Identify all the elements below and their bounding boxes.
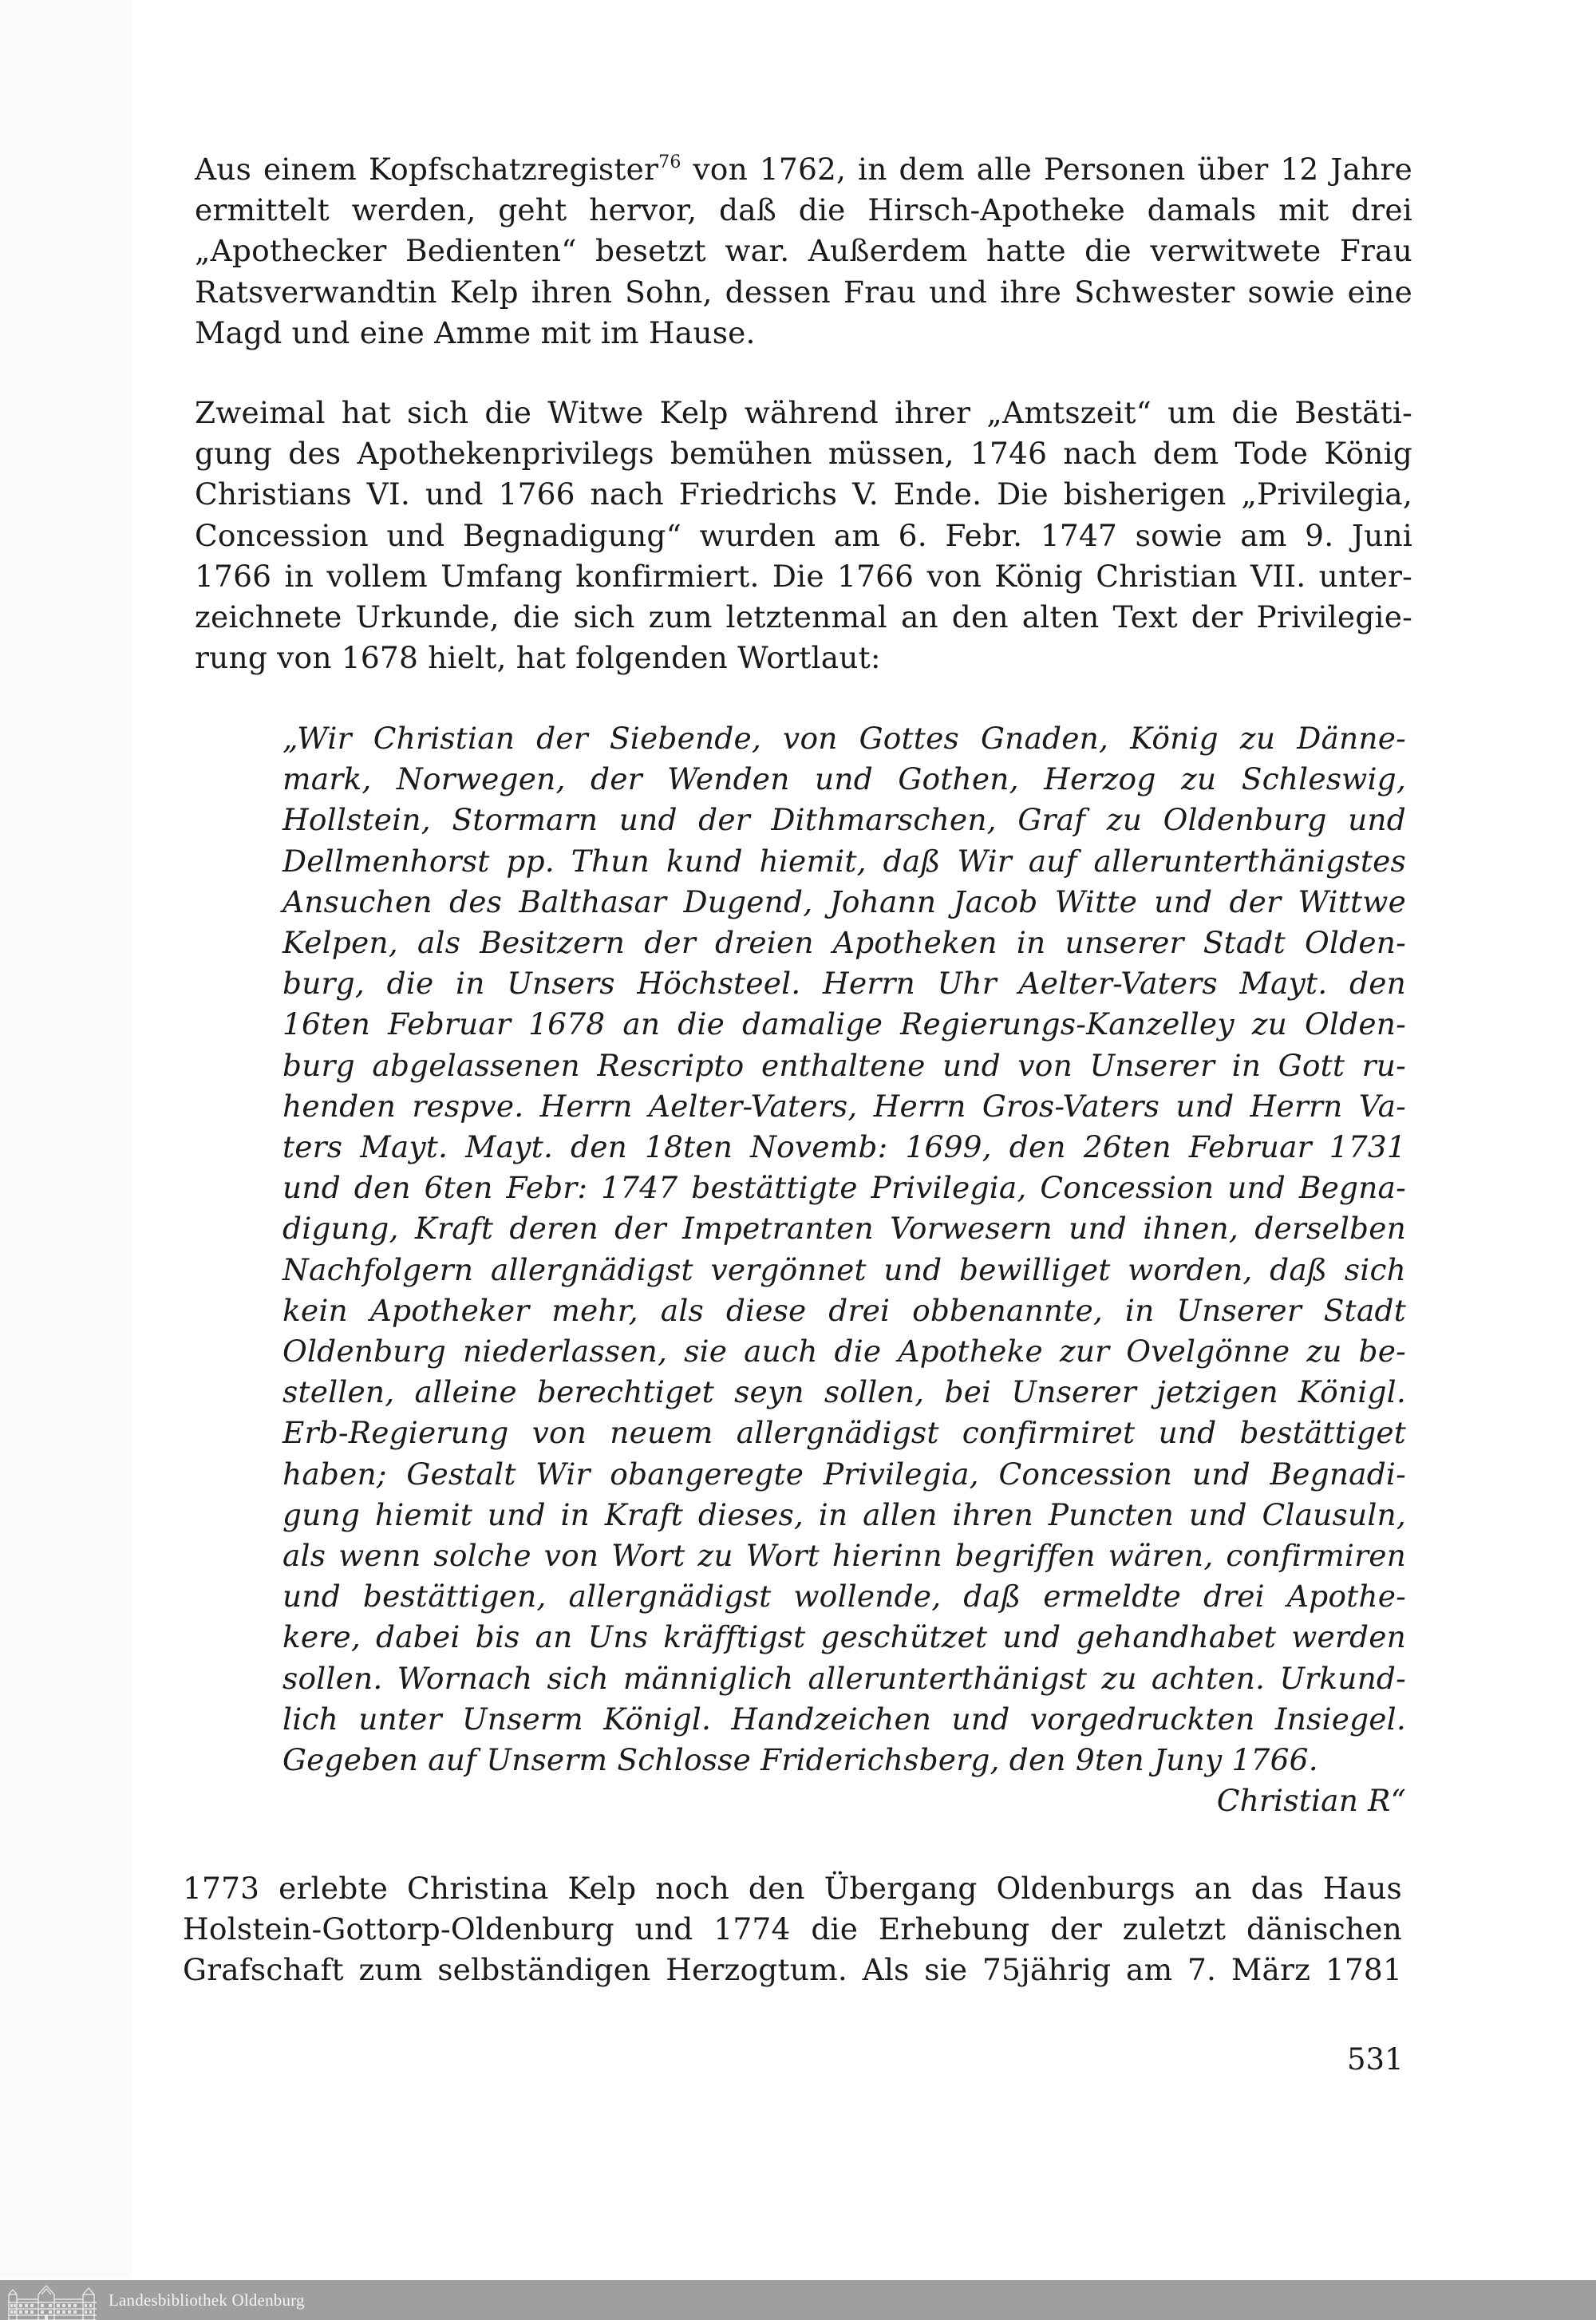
quote-line: gung hiemit und in Kraft dieses, in allen ihren Puncten und Clausuln, (282, 1496, 1406, 1532)
quote-line: henden respve. Herrn Aelter-Vaters, Herrn Gros-Vaters und Herrn Va- (282, 1088, 1406, 1124)
library-building-icon (6, 2283, 99, 2320)
text-segment: von 1762, in dem alle Personen über 12 Jahre (681, 152, 1413, 187)
paragraph-christina-kelp (183, 1868, 1402, 1991)
quote-line: als wenn solche von Wort zu Wort hierinn begriffen wären, confirmiren (282, 1538, 1406, 1574)
text-line: rung von 1678 hielt, hat folgenden Wortlaut: (195, 640, 881, 676)
quote-line: „Wir Christian der Siebende, von Gottes Gnaden, König zu Dänne- (282, 721, 1406, 756)
quote-line: stellen, alleine berechtiget seyn sollen, bei Unserer jetzigen Königl. (282, 1374, 1406, 1410)
quote-line: Gegeben auf Unserm Schlosse Friderichsberg, den 9ten Juny 1766. (282, 1742, 1318, 1778)
text-segment: Aus einem Kopfschatzregister (195, 152, 659, 187)
text-line: zeichnete Urkunde, die sich zum letztenmal an den alten Text der Privilegie- (195, 599, 1412, 635)
library-footer-bar (0, 2280, 1596, 2320)
text-line: Ratsverwandtin Kelp ihren Sohn, dessen Frau und ihre Schwester sowie eine (195, 274, 1412, 310)
quote-line: Hollstein, Stormarn und der Dithmarschen, Graf zu Oldenburg und (282, 802, 1406, 838)
paragraph-kopfschatzregister (195, 149, 1412, 354)
quote-line: sollen. Wornach sich männiglich allerunterthänigst zu achten. Urkund- (282, 1660, 1406, 1696)
page-number: 531 (1347, 2042, 1404, 2077)
text-line (195, 149, 1412, 190)
text-line: 1766 in vollem Umfang konfirmiert. Die 1766 von König Christian VII. unter- (195, 558, 1412, 594)
quote-line: Erb-Regierung von neuem allergnädigst confirmiret und bestättiget (282, 1415, 1406, 1451)
paragraph-privilege-confirmation (195, 393, 1412, 678)
text-line: Concession und Begnadigung“ wurden am 6. Febr. 1747 sowie am 9. Juni (195, 517, 1412, 553)
quote-line: 16ten Februar 1678 an die damalige Regierungs-Kanzelley zu Olden- (282, 1006, 1406, 1042)
quote-line: Nachfolgern allergnädigst vergönnet und bewilliget worden, daß sich (282, 1251, 1406, 1287)
quote-line: und den 6ten Febr: 1747 bestättigte Privilegia, Concession und Begna- (282, 1170, 1406, 1206)
quote-line: und bestättigen, allergnädigst wollende, daß ermeldte drei Apothe- (282, 1579, 1406, 1615)
quote-line: burg, die in Unsers Höchsteel. Herrn Uhr Aelter-Vaters Mayt. den (282, 966, 1406, 1002)
quote-line: Ansuchen des Balthasar Dugend, Johann Jacob Witte und der Wittwe (282, 883, 1406, 919)
quote-line: Dellmenhorst pp. Thun kund hiemit, daß Wir auf allerunterthänigstes (282, 843, 1406, 879)
text-line: 1773 erlebte Christina Kelp noch den Übergang Oldenburgs an das Haus (183, 1871, 1402, 1906)
text-line: Christians VI. und 1766 nach Friedrichs V. Ende. Die bisherigen „Privilegia, (195, 476, 1412, 512)
text-line: Zweimal hat sich die Witwe Kelp während ihrer „Amtszeit“ um die Bestäti- (195, 395, 1412, 430)
text-line: Holstein-Gottorp-Oldenburg und 1774 die Erhebung der zuletzt dänischen (183, 1911, 1402, 1947)
quote-line: kein Apotheker mehr, als diese drei obbenannte, in Unserer Stadt (282, 1292, 1406, 1328)
quote-line: Oldenburg niederlassen, sie auch die Apotheke zur Ovelgönne zu be- (282, 1334, 1406, 1369)
quote-signature: Christian R“ (1216, 1783, 1406, 1819)
footnote-reference[interactable]: 76 (658, 152, 681, 172)
quote-line: mark, Norwegen, der Wenden und Gothen, Herzog zu Schleswig, (282, 761, 1406, 797)
text-line: gung des Apothekenprivilegs bemühen müssen, 1746 nach dem Tode König (195, 436, 1412, 472)
quote-line: Kelpen, als Besitzern der dreien Apotheken in unserer Stadt Olden- (282, 925, 1406, 961)
library-name: Landesbibliothek Oldenburg (109, 2290, 305, 2310)
text-line: Magd und eine Amme mit im Hause. (195, 314, 756, 350)
text-line: Grafschaft zum selbständigen Herzogtum. Als sie 75jährig am 7. März 1781 (183, 1952, 1402, 1988)
quote-line: ters Mayt. Mayt. den 18ten Novemb: 1699, den 26ten Februar 1731 (282, 1129, 1406, 1165)
text-line: ermittelt werden, geht hervor, daß die Hirsch-Apotheke damals mit drei (195, 192, 1412, 228)
quote-line: lich unter Unserm Königl. Handzeichen und vorgedruckten Insiegel. (282, 1701, 1406, 1737)
quote-line: burg abgelassenen Rescripto enthaltene und von Unserer in Gott ru- (282, 1047, 1406, 1083)
text-line: „Apothecker Bedienten“ besetzt war. Außerdem hatte die verwitwete Frau (195, 233, 1412, 269)
block-quote-royal-decree (282, 718, 1406, 1821)
quote-line: digung, Kraft deren der Impetranten Vorwesern und ihnen, derselben (282, 1211, 1406, 1247)
quote-line: haben; Gestalt Wir obangeregte Privilegia, Concession und Begnadi- (282, 1456, 1406, 1492)
quote-line: kere, dabei bis an Uns kräfftigst geschützet und gehandhabet werden (282, 1619, 1406, 1655)
